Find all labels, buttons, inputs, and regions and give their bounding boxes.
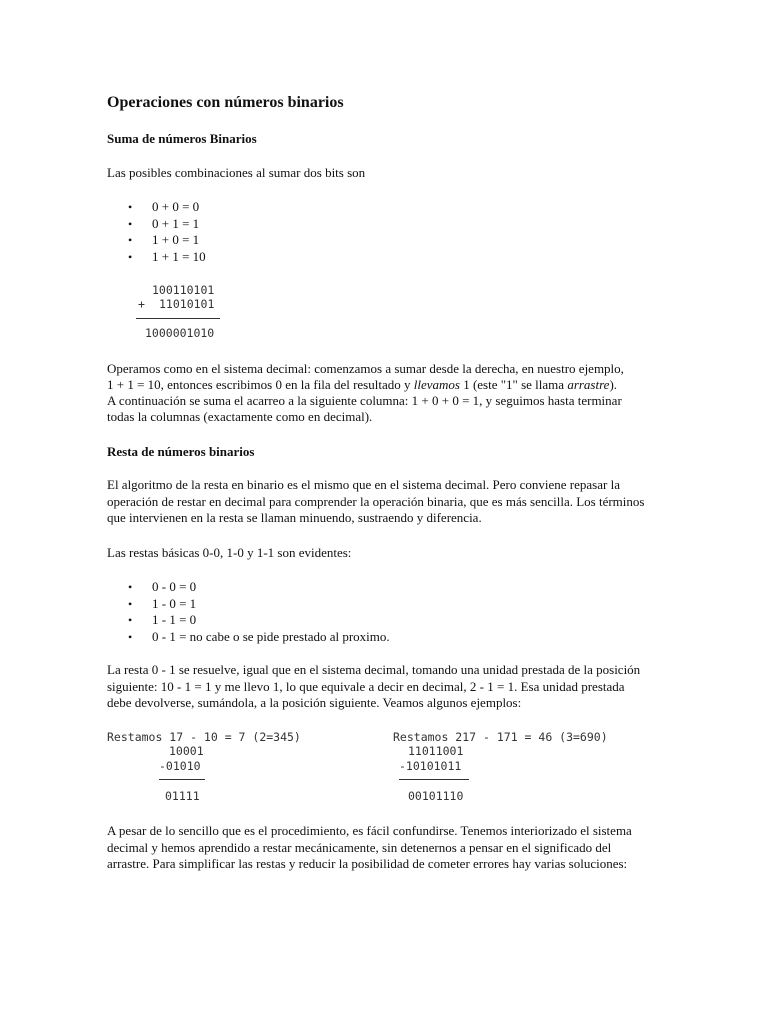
- list-item: • 1 + 1 = 10: [107, 249, 206, 266]
- addend-1: 100110101: [152, 283, 215, 297]
- list-item: • 0 - 0 = 0: [107, 579, 390, 596]
- resta-bullet-list: [107, 579, 390, 645]
- resta-paragraph-1: El algoritmo de la resta en binario es el mismo que en el sistema decimal. Pero conviene repasar la operación de restar en decimal para comprender la operación binaria, que es más sencilla. Los términos que intervienen en la resta se llaman minuendo, sustraendo y diferencia.: [107, 477, 645, 525]
- list-item: • 1 - 0 = 1: [107, 596, 390, 613]
- difference: 00101110: [408, 789, 464, 803]
- resta-paragraph-2: Las restas básicas 0-0, 1-0 y 1-1 son evidentes:: [107, 545, 352, 560]
- minuend: 11011001: [408, 744, 464, 758]
- list-item: • 1 + 0 = 1: [107, 232, 206, 249]
- suma-intro: Las posibles combinaciones al sumar dos bits son: [107, 165, 366, 180]
- list-item: • 1 - 1 = 0: [107, 612, 390, 629]
- term-llevamos: llevamos: [413, 377, 460, 392]
- term-arrastre: arrastre: [567, 377, 610, 392]
- explain-text: ).: [609, 377, 618, 392]
- difference-rule: [399, 779, 469, 780]
- resta-paragraph-3: La resta 0 - 1 se resuelve, igual que en el sistema decimal, tomando una unidad prestada de la posición siguiente: 10 - 1 = 1 y me llevo 1, lo que equivale a decir en decimal, 2 - 1 = 1. Esa unidad prestada debe devolverse, sumándola, a la posición siguiente. Veamos algunos ejemplos:: [107, 662, 641, 710]
- example-caption: Restamos 17 - 10 = 7 (2=345): [107, 730, 301, 744]
- minuend: 10001: [169, 744, 204, 758]
- explain-line-2: [107, 377, 617, 393]
- explain-text: 1 + 1 = 10, entonces escribimos 0 en la fila del resultado y: [107, 377, 414, 392]
- sum-rule: [136, 318, 220, 319]
- subtrahend: -01010: [159, 759, 201, 773]
- difference: 01111: [165, 789, 200, 803]
- explain-line-1: Operamos como en el sistema decimal: comenzamos a sumar desde la derecha, en nuestro ejemplo,: [107, 361, 624, 376]
- explain-line-3: A continuación se suma el acarreo a la siguiente columna: 1 + 0 + 0 = 1, y seguimos hasta terminar: [107, 393, 622, 408]
- page-title: Operaciones con números binarios: [107, 94, 344, 111]
- difference-rule: [159, 779, 205, 780]
- list-item: • 0 - 1 = no cabe o se pide prestado al proximo.: [107, 629, 390, 646]
- example-caption: Restamos 217 - 171 = 46 (3=690): [393, 730, 608, 744]
- addend-2: 11010101: [159, 297, 215, 311]
- explain-line-4: todas la columnas (exactamente como en decimal).: [107, 409, 373, 424]
- section-heading-resta: Resta de números binarios: [107, 444, 255, 459]
- resta-paragraph-4: A pesar de lo sencillo que es el procedimiento, es fácil confundirse. Tenemos interiorizado el sistema decimal y hemos aprendido a restar mecánicamente, sin detenernos a pensar en el significado del arrastre. Para simplificar las restas y reducir la posibilidad de cometer errores hay varias soluciones:: [107, 823, 632, 871]
- section-heading-suma: Suma de números Binarios: [107, 131, 257, 146]
- suma-bullet-list: [107, 199, 206, 265]
- sum-result: 1000001010: [145, 326, 215, 340]
- explain-text: 1 (este "1" se llama: [459, 377, 568, 392]
- subtrahend: -10101011: [399, 759, 462, 773]
- list-item: • 0 + 1 = 1: [107, 216, 206, 233]
- list-item: • 0 + 0 = 0: [107, 199, 206, 216]
- plus-sign: +: [138, 297, 145, 311]
